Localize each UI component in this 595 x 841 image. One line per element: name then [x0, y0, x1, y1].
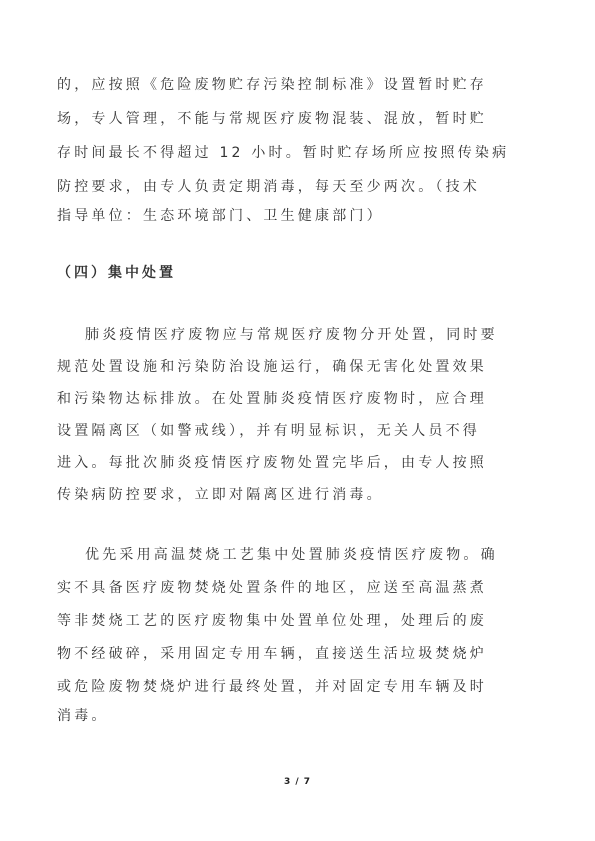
paragraph-line: 的，应按照《危险废物贮存污染控制标准》设置暂时贮存: [57, 77, 487, 93]
paragraph-line: 等非焚烧工艺的医疗废物集中处置单位处理，处理后的废: [57, 613, 487, 629]
paragraph-line: 实不具备医疗废物焚烧处置条件的地区，应送至高温蒸煮: [57, 580, 487, 596]
paragraph-line: 设置隔离区（如警戒线），并有明显标识，无关人员不得: [57, 423, 480, 439]
paragraph-line: 肺炎疫情医疗废物应与常规医疗废物分开处置，同时要: [85, 327, 498, 343]
paragraph-line: 消毒。: [57, 708, 109, 724]
paragraph-line: 指导单位：生态环境部门、卫生健康部门）: [57, 208, 384, 224]
paragraph-line: 物不经破碎，采用固定专用车辆，直接送生活垃圾焚烧炉: [57, 646, 487, 662]
paragraph-line: 规范处置设施和污染防治设施运行，确保无害化处置效果: [57, 359, 487, 375]
paragraph-line: 进入。每批次肺炎疫情医疗废物处置完毕后，由专人按照: [57, 455, 487, 471]
paragraph-line: 优先采用高温焚烧工艺集中处置肺炎疫情医疗废物。确: [85, 547, 498, 563]
section-heading: （四）集中处置: [57, 265, 176, 281]
paragraph-line: 传染病防控要求，立即对隔离区进行消毒。: [57, 487, 384, 503]
paragraph-line: 场，专人管理，不能与常规医疗废物混装、混放，暂时贮: [57, 111, 487, 127]
paragraph-line: 存时间最长不得超过 12 小时。暂时贮存场所应按照传染病: [57, 145, 510, 161]
paragraph-line: 或危险废物焚烧炉进行最终处置，并对固定专用车辆及时: [57, 679, 487, 695]
page-number: 3 / 7: [283, 777, 312, 787]
paragraph-line: 和污染物达标排放。在处置肺炎疫情医疗废物时，应合理: [57, 391, 487, 407]
paragraph-line: 防控要求，由专人负责定期消毒，每天至少两次。（技术: [57, 179, 480, 195]
